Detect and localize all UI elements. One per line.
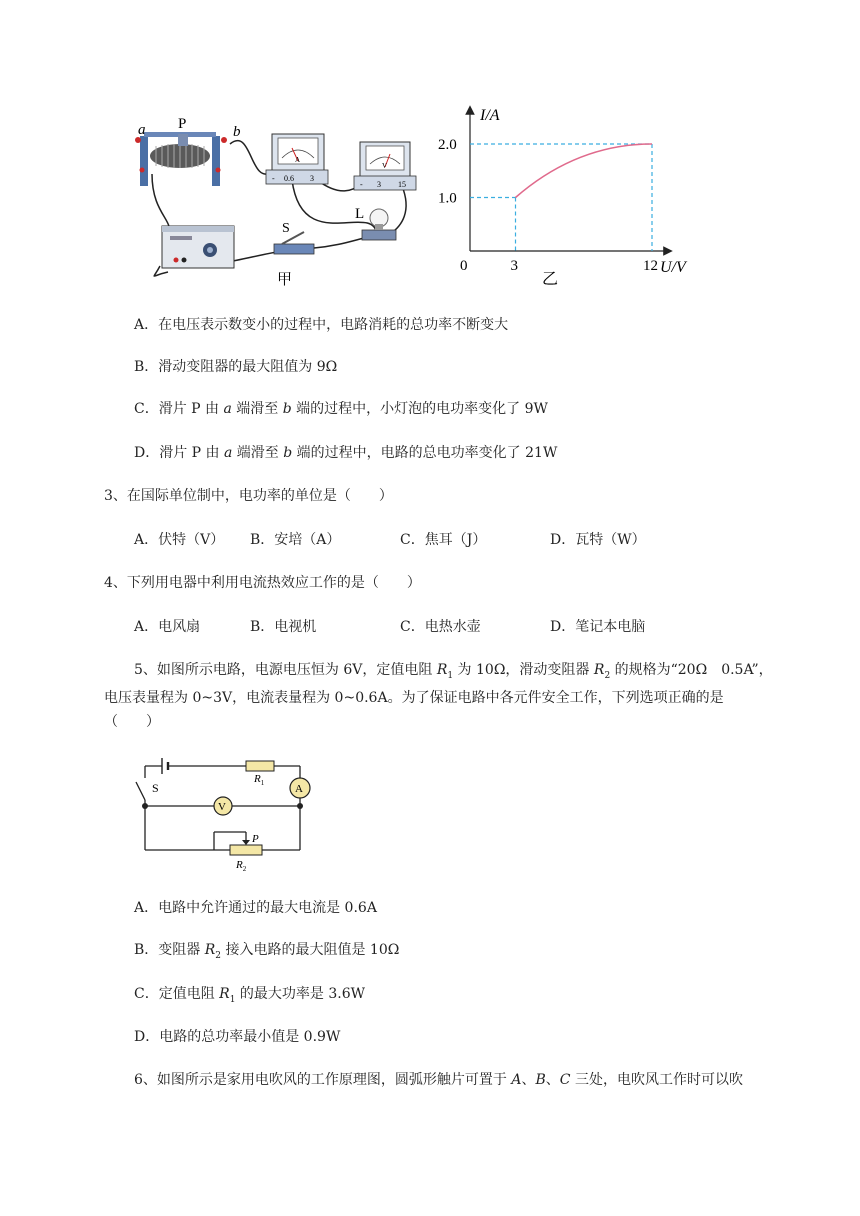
q3-option-a: A．伏特（V）	[134, 532, 225, 548]
caption-yi: 乙	[542, 271, 559, 288]
x-axis-label: U/V	[660, 259, 686, 276]
ammeter-terminal-3: 3	[310, 174, 314, 183]
q2-option-b: B．滑动变阻器的最大阻值为 9Ω	[134, 359, 338, 375]
q5-option-d: D．电路的总功率最小值是 0.9W	[134, 1029, 341, 1045]
q4-option-b: B．电视机	[250, 619, 317, 635]
x-tick-3: 3	[510, 258, 518, 274]
q2-option-d: D．滑片 P 由 a 端滑至 b 端的过程中，电路的总电功率变化了 21W	[134, 445, 558, 461]
voltmeter-terminal-neg: -	[360, 180, 363, 189]
q5-option-a: A．电路中允许通过的最大电流是 0.6A	[134, 900, 377, 916]
y-tick-1: 1.0	[438, 190, 457, 207]
label-l: L	[355, 206, 365, 222]
p-label: P	[252, 833, 259, 845]
label-s: S	[282, 221, 290, 236]
power-supply	[162, 226, 234, 268]
q3-option-d: D．瓦特（W）	[550, 532, 646, 548]
ammeter-terminal-06: 0.6	[284, 174, 294, 183]
q2-option-a: A．在电压表示数变小的过程中，电路消耗的总功率不断变大	[134, 317, 509, 333]
label-b: b	[233, 124, 241, 140]
origin-label: 0	[460, 258, 468, 274]
q4-option-d: D．笔记本电脑	[550, 619, 646, 635]
voltmeter-terminal-15: 15	[398, 180, 406, 189]
q5-stem-line2: 电压表量程为 0~3V，电流表量程为 0~0.6A。为了保证电路中各元件安全工作，下列选项正确的是	[104, 690, 724, 706]
q5-stem-line1: 5、如图所示电路，电源电压恒为 6V，定值电阻 $R_1$ 为 10Ω，滑动变阻器 $R_2$ 的规格为“20Ω 0.5A”，	[134, 662, 773, 681]
voltmeter	[354, 142, 416, 190]
y-tick-2: 2.0	[438, 137, 457, 153]
iu-graph	[436, 96, 706, 296]
ammeter-terminal-neg: -	[272, 174, 275, 183]
q5-circuit-diagram	[128, 752, 318, 872]
x-tick-12: 12	[643, 258, 658, 274]
q4-stem: 4、下列用电器中利用电流热效应工作的是（ ）	[104, 575, 421, 591]
iu-curve	[516, 144, 653, 198]
label-a: a	[138, 122, 146, 138]
caption-jia: 甲	[277, 272, 293, 288]
ammeter-letter: A	[295, 156, 301, 164]
q3-stem: 3、在国际单位制中，电功率的单位是（ ）	[104, 488, 393, 504]
ammeter-symbol-label: A	[295, 783, 303, 795]
q6-stem: 6、如图所示是家用电吹风的工作原理图，圆弧形触片可置于 A、B、C 三处，电吹风工作时可以吹	[134, 1072, 743, 1088]
q2-option-c: C．滑片 P 由 a 端滑至 b 端的过程中，小灯泡的电功率变化了 9W	[134, 401, 548, 417]
q4-option-a: A．电风扇	[134, 619, 201, 635]
q3-option-b: B．安培（A）	[250, 532, 341, 548]
y-axis-label: I/A	[480, 107, 500, 124]
r2-label: $R_2$	[236, 859, 247, 872]
apparatus-figure	[132, 106, 432, 296]
switch-label: S	[152, 781, 159, 795]
ammeter	[266, 134, 328, 184]
switch	[274, 221, 314, 254]
voltmeter-symbol-label: V	[218, 801, 226, 813]
q5-option-b: B．变阻器 $R_2$ 接入电路的最大阻值是 10Ω	[134, 942, 400, 961]
voltmeter-terminal-3: 3	[377, 180, 381, 189]
q5-option-c: C．定值电阻 $R_1$ 的最大功率是 3.6W	[134, 986, 366, 1005]
label-p: P	[178, 116, 187, 132]
voltmeter-letter: V	[382, 162, 388, 170]
r1-label: $R_1$	[254, 773, 265, 787]
q4-option-c: C．电热水壶	[400, 619, 481, 635]
q3-option-c: C．焦耳（J）	[400, 532, 487, 548]
q5-stem-line3: （ ）	[104, 714, 160, 730]
